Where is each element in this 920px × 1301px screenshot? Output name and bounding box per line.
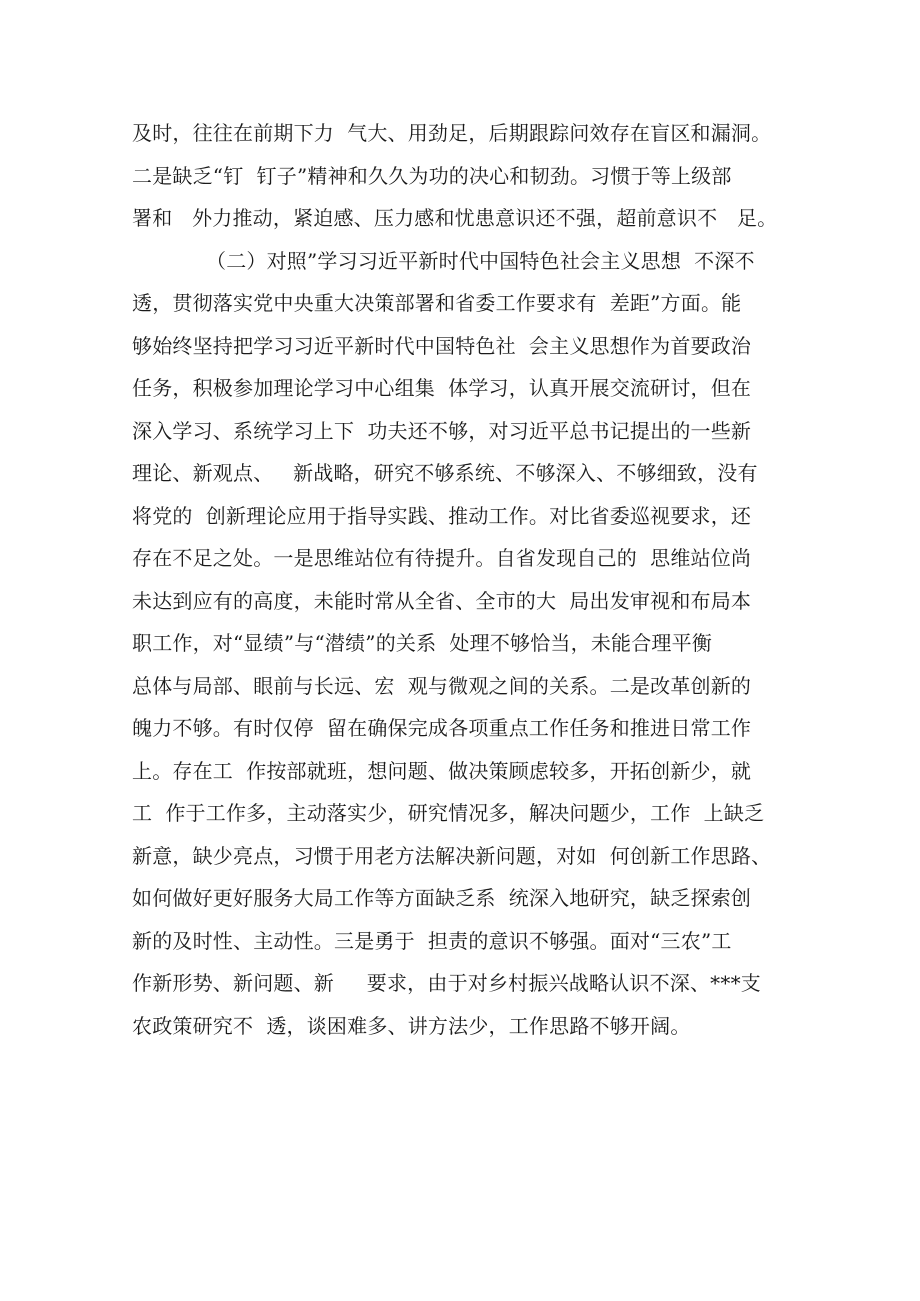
text-line-paragraph-start: （二）对照”学习习近平新时代中国特色社会主义思想 不深不 [206,248,755,273]
text-line: 理论、新观点、 新战略，研究不够系统、不够深入、不够细致，没有 [132,461,758,485]
text-line: 及时，往往在前期下力 气大、用劲足，后期跟踪问效存在盲区和漏洞。 [132,121,772,145]
text-line: 作新形势、新问题、新 要求，由于对乡村振兴战略认识不深、***支 [132,971,761,995]
text-line: 署和 外力推动，紧迫感、压力感和忧患意识还不强，超前意识不 足。 [132,206,778,230]
text-line: 农政策研究不 透，谈困难多、讲方法少，工作思路不够开阔。 [132,1013,691,1038]
document-body [132,112,832,1047]
text-line: 如何做好更好服务大局工作等方面缺乏系 统深入地研究，缺乏探索创 [132,886,752,910]
text-line: 透，贯彻落实党中央重大决策部署和省委工作要求有 差距”方面。能 [132,291,742,315]
text-line: 新意，缺少亮点，习惯于用老方法解决新问题，对如 何创新工作思路、 [132,843,772,868]
text-line: 新的及时性、主动性。三是勇于 担责的意识不够强。面对“三农”工 [132,928,732,953]
text-line: 总体与局部、眼前与长远、宏 观与微观之间的关系。二是改革创新的 [132,673,752,698]
text-line: 任务，积极参加理论学习中心组集 体学习，认真开展交流研讨，但在 [132,376,752,400]
text-line: 上。存在工 作按部就班，想问题、做决策顾虑较多，开拓创新少，就 [132,758,752,783]
text-line: 将党的 创新理论应用于指导实践、推动工作。对比省委巡视要求，还 [132,503,752,528]
text-line: 魄力不够。有时仅停 留在确保完成各项重点工作任务和推进日常工作 [132,716,752,740]
text-line: 够始终坚持把学习习近平新时代中国特色社 会主义思想作为首要政治 [132,333,752,358]
text-line: 深入学习、系统学习上下 功夫还不够，对习近平总书记提出的一些新 [132,418,752,443]
text-line: 存在不足之处。一是思维站位有待提升。自省发现自己的 思维站位尚 [132,546,752,570]
text-line: 二是缺乏“钉 钉子”精神和久久为功的决心和韧劲。习惯于等上级部 [132,163,732,188]
text-line: 职工作，对“显绩”与“潜绩”的关系 处理不够恰当，未能合理平衡 [132,631,713,655]
text-line: 工 作于工作多，主动落实少，研究情况多，解决问题少，工作 上缺乏 [132,801,765,825]
text-line: 未达到应有的高度，未能时常从全省、全市的大 局出发审视和布局本 [132,588,752,613]
